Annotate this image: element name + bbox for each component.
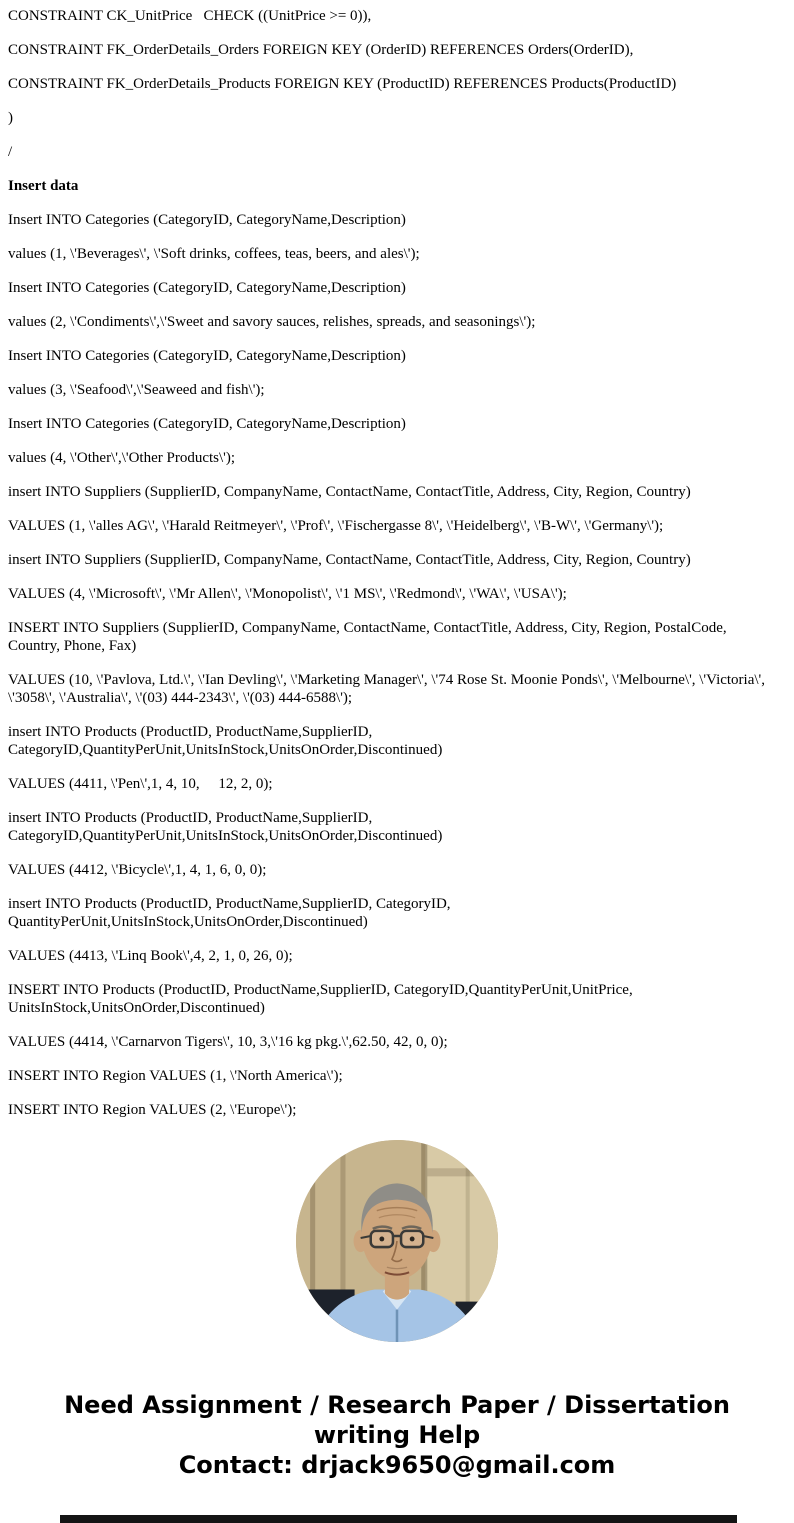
sql-paragraph: Insert INTO Categories (CategoryID, CategoryName,Description) xyxy=(8,416,406,432)
person-avatar-graphic xyxy=(296,1140,498,1342)
bottom-bar xyxy=(60,1515,737,1523)
contact-email: Contact: drjack9650@gmail.com xyxy=(178,1451,616,1479)
sql-paragraph: values (1, \'Beverages\', \'Soft drinks, coffees, teas, beers, and ales\'); xyxy=(8,246,420,262)
sql-paragraph: insert INTO Suppliers (SupplierID, CompanyName, ContactName, ContactTitle, Address, City, Region, Country) xyxy=(8,552,691,568)
sql-paragraph: Insert INTO Categories (CategoryID, CategoryName,Description) xyxy=(8,348,406,364)
eye xyxy=(410,1237,415,1242)
sql-paragraph: VALUES (1, \'alles AG\', \'Harald Reitmeyer\', \'Prof\', \'Fischergasse 8\', \'Heidelberg\', \'B-W\', \'Germany\'); xyxy=(8,518,664,534)
sql-paragraph: VALUES (4411, \'Pen\',1, 4, 10, 12, 2, 0); xyxy=(8,776,273,792)
sql-paragraph: INSERT INTO Region VALUES (1, \'North America\'); xyxy=(8,1068,343,1084)
sql-paragraph: values (3, \'Seafood\',\'Seaweed and fish\'); xyxy=(8,382,265,398)
sql-paragraph: Insert INTO Categories (CategoryID, CategoryName,Description) xyxy=(8,212,406,228)
person-avatar xyxy=(296,1140,498,1342)
section-heading: Insert data xyxy=(8,178,79,194)
sql-paragraph: INSERT INTO Suppliers (SupplierID, CompanyName, ContactName, ContactTitle, Address, City, Region, PostalCode, Country, Phone, Fax) xyxy=(8,620,731,654)
sql-paragraph: INSERT INTO Region VALUES (2, \'Europe\'); xyxy=(8,1102,297,1118)
sql-paragraph: VALUES (4, \'Microsoft\', \'Mr Allen\', \'Monopolist\', \'1 MS\', \'Redmond\', \'WA\', \'USA\'); xyxy=(8,586,567,602)
sql-paragraph: VALUES (4413, \'Linq Book\',4, 2, 1, 0, 26, 0); xyxy=(8,948,293,964)
sql-paragraph: insert INTO Products (ProductID, ProductName,SupplierID, CategoryID,QuantityPerUnit,UnitsInStock,UnitsOnOrder,Discontinued) xyxy=(8,810,443,844)
sql-paragraph: insert INTO Products (ProductID, ProductName,SupplierID, CategoryID, QuantityPerUnit,UnitsInStock,UnitsOnOrder,Discontinued) xyxy=(8,896,455,930)
sql-paragraph: VALUES (4414, \'Carnarvon Tigers\', 10, 3,\'16 kg pkg.\',62.50, 42, 0, 0); xyxy=(8,1034,448,1050)
sql-paragraph: CONSTRAINT FK_OrderDetails_Products FOREIGN KEY (ProductID) REFERENCES Products(ProductID) xyxy=(8,76,677,92)
eye xyxy=(379,1237,384,1242)
sql-paragraph: CONSTRAINT CK_UnitPrice CHECK ((UnitPrice >= 0)), xyxy=(8,8,372,24)
sql-paragraph: Insert INTO Categories (CategoryID, CategoryName,Description) xyxy=(8,280,406,296)
sql-paragraph: values (4, \'Other\',\'Other Products\'); xyxy=(8,450,236,466)
sql-paragraph: insert INTO Suppliers (SupplierID, CompanyName, ContactName, ContactTitle, Address, City, Region, Country) xyxy=(8,484,691,500)
help-heading: Need Assignment / Research Paper / Dissertation writing Help xyxy=(64,1391,730,1449)
sql-paragraph: VALUES (10, \'Pavlova, Ltd.\', \'Ian Devling\', \'Marketing Manager\', \'74 Rose St. Moonie Ponds\', \'Melbourne\', \'Victoria\', \'3058\', \'Australia\', \'(03) 444-2343\', \'(03) 444-6588\'); xyxy=(8,672,769,706)
sql-paragraph: / xyxy=(8,144,13,160)
sql-paragraph: ) xyxy=(8,110,13,126)
sql-paragraph: CONSTRAINT FK_OrderDetails_Orders FOREIGN KEY (OrderID) REFERENCES Orders(OrderID), xyxy=(8,42,634,58)
sql-paragraph: VALUES (4412, \'Bicycle\',1, 4, 1, 6, 0, 0); xyxy=(8,862,267,878)
panel-rail xyxy=(427,1168,494,1176)
dark-corner-right xyxy=(456,1302,498,1342)
panel-groove xyxy=(310,1140,315,1342)
sql-paragraph: INSERT INTO Products (ProductID, ProductName,SupplierID, CategoryID,QuantityPerUnit,UnitPrice, UnitsInStock,UnitsOnOrder,Discontinued) xyxy=(8,982,637,1016)
sql-paragraph: values (2, \'Condiments\',\'Sweet and savory sauces, relishes, spreads, and seasonings\'); xyxy=(8,314,536,330)
sql-paragraph: insert INTO Products (ProductID, ProductName,SupplierID, CategoryID,QuantityPerUnit,UnitsInStock,UnitsOnOrder,Discontinued) xyxy=(8,724,443,758)
footer-text xyxy=(0,1390,794,1480)
